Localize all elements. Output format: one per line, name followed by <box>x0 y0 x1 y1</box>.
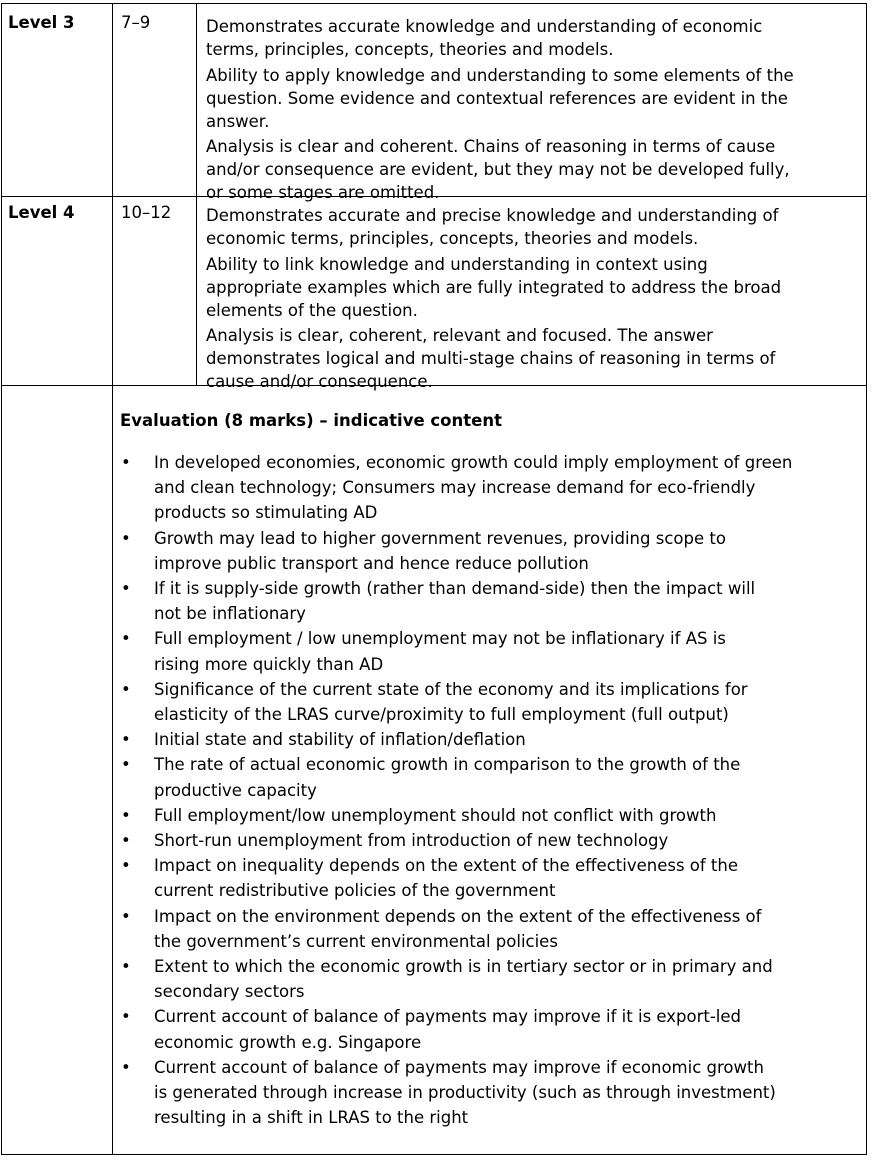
marks-range: 10–12 <box>121 203 172 222</box>
evaluation-item: • Extent to which the economic growth is in tertiary sector or in primary and secondary sectors <box>118 954 858 1004</box>
evaluation-item: • Impact on inequality depends on the extent of the effectiveness of the current redistributive policies of the government <box>118 853 858 903</box>
bullet-icon: • <box>121 528 131 548</box>
descriptor-paragraph: Ability to apply knowledge and understanding to some elements of the question. Some evidence and contextual references are evident in the answer. <box>206 65 794 131</box>
level-label: Level 4 <box>8 203 75 222</box>
level-descriptor <box>206 15 794 207</box>
descriptor-paragraph: Analysis is clear, coherent, relevant and focused. The answer demonstrates logical and multi-stage chains of reasoning in terms of cause and/or consequence. <box>206 326 776 391</box>
table-border-top <box>1 3 867 4</box>
col-divider-marks <box>196 3 197 385</box>
bullet-icon: • <box>121 579 131 599</box>
level-label: Level 3 <box>8 13 75 32</box>
evaluation-item: • Current account of balance of payments may improve if economic growth is generated through increase in productivity (such as through investment) resulting in a shift in LRAS to the right <box>118 1055 858 1131</box>
bullet-icon: • <box>121 629 131 649</box>
table-border-right <box>866 3 867 1155</box>
evaluation-item: • Impact on the environment depends on the extent of the effectiveness of the government’s current environmental policies <box>118 904 858 954</box>
bullet-icon: • <box>121 730 131 750</box>
level-descriptor <box>206 204 781 396</box>
table-border-bottom <box>1 1154 867 1155</box>
descriptor-paragraph: Demonstrates accurate knowledge and understanding of economic terms, principles, concepts, theories and models. <box>206 17 763 59</box>
evaluation-item: • Short-run unemployment from introduction of new technology <box>118 828 858 853</box>
descriptor-paragraph: Demonstrates accurate and precise knowledge and understanding of economic terms, principles, concepts, theories and models. <box>206 206 779 248</box>
evaluation-item: • Growth may lead to higher government revenues, providing scope to improve public transport and hence reduce pollution <box>118 526 858 576</box>
bullet-icon: • <box>121 1057 131 1077</box>
bullet-icon: • <box>121 906 131 926</box>
evaluation-list <box>118 450 858 1130</box>
descriptor-paragraph: Analysis is clear and coherent. Chains of reasoning in terms of cause and/or consequence are evident, but they may not be developed fully, or some stages are omitted. <box>206 137 790 202</box>
bullet-icon: • <box>121 856 131 876</box>
bullet-icon: • <box>121 805 131 825</box>
bullet-icon: • <box>121 1007 131 1027</box>
table-border-left <box>1 3 2 1155</box>
evaluation-item: • Current account of balance of payments may improve if it is export-led economic growth e.g. Singapore <box>118 1004 858 1054</box>
bullet-icon: • <box>121 453 131 472</box>
evaluation-heading: Evaluation (8 marks) – indicative content <box>120 411 502 430</box>
evaluation-item: • If it is supply-side growth (rather than demand-side) then the impact will not be inflationary <box>118 576 858 626</box>
bullet-icon: • <box>121 957 131 977</box>
bullet-icon: • <box>121 831 131 851</box>
descriptor-paragraph: Ability to link knowledge and understanding in context using appropriate examples which are fully integrated to address the broad elements of the question. <box>206 254 782 320</box>
evaluation-item: • Initial state and stability of inflation/deflation <box>118 727 858 752</box>
evaluation-item: • Full employment / low unemployment may not be inflationary if AS is rising more quickly than AD <box>118 626 858 676</box>
evaluation-item: • Significance of the current state of the economy and its implications for elasticity of the LRAS curve/proximity to full employment (full output) <box>118 677 858 727</box>
bullet-icon: • <box>121 755 131 775</box>
marks-range: 7–9 <box>121 13 151 32</box>
evaluation-item: • In developed economies, economic growth could imply employment of green and clean technology; Consumers may increase demand for eco-friendly products so stimulating AD <box>118 450 858 526</box>
evaluation-item: • The rate of actual economic growth in comparison to the growth of the productive capacity <box>118 752 858 802</box>
evaluation-item: • Full employment/low unemployment should not conflict with growth <box>118 803 858 828</box>
bullet-icon: • <box>121 679 131 699</box>
col-divider-level <box>112 3 113 1155</box>
